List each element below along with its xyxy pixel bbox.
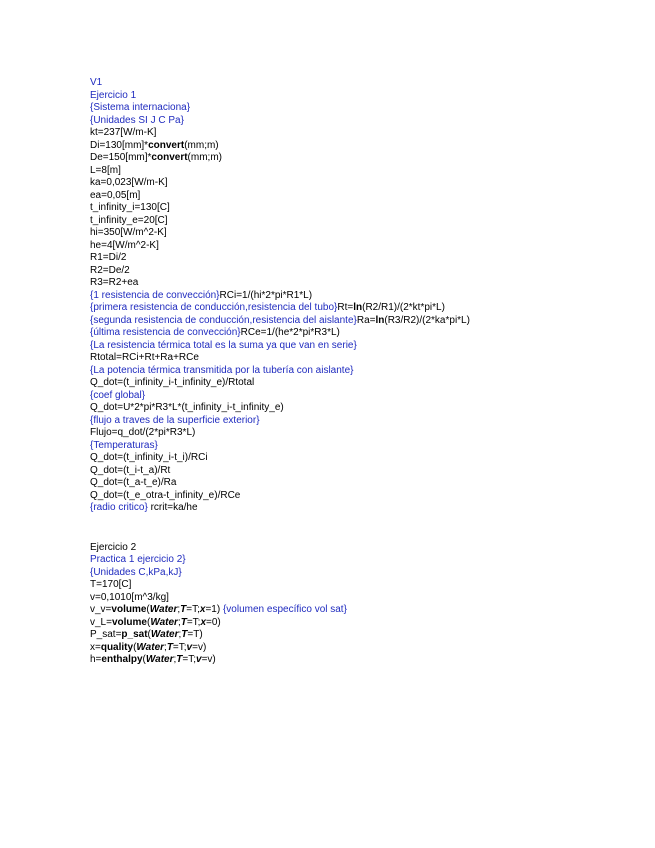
function-name: ln [353,302,363,313]
equation-text: (R3/R2)/(2*ka*pi*L) [384,314,470,326]
equation-text: ; [177,604,181,615]
equation-text: =T; [172,641,187,653]
equation-line: v=0,1010[m^3/kg] [90,591,169,603]
substance-name: Water [145,654,174,665]
function-name: quality [100,641,134,653]
equation-line [90,617,630,630]
parameter-name: v [186,641,193,653]
comment: {primera resistencia de conducción,resistencia del tubo} [90,302,338,313]
comment-line: Practica 1 ejercicio 2} [90,554,186,565]
substance-name: Water [149,604,178,615]
comment-line: {flujo a traves de la superficie exterior} [90,414,260,426]
equation-text: rcrit=ka/he [147,502,198,513]
equation-line: Flujo=q_dot/(2*pi*R3*L) [90,427,196,438]
equation-text: ( [133,641,137,653]
function-name: ln [375,314,385,326]
equation-text: ( [146,604,150,615]
equation-text: ( [146,616,151,628]
equation-text: x= [90,641,101,653]
equation-line: R1=Di/2 [90,252,127,263]
equation-line: Q_dot=(t_a-t_e)/Ra [90,477,177,488]
equation-line [90,629,630,642]
equation-line [90,140,630,153]
equation-text: ( [147,629,151,640]
equation-line: R2=De/2 [90,264,130,276]
equation-line: Q_dot=(t_i-t_a)/Rt [90,464,171,476]
exercise-1-title: Ejercicio 1 [90,89,137,101]
equation-line: Rtotal=RCi+Rt+Ra+RCe [90,352,199,363]
substance-name: Water [150,629,179,640]
equation-text: h= [90,654,102,665]
equation-line: Q_dot=(t_infinity_i-t_i)/RCi [90,452,208,463]
equation-line [90,502,630,515]
equation-line: Q_dot=U*2*pi*R3*L*(t_infinity_i-t_infinity_e) [90,402,284,413]
equation-text: (R2/R1)/(2*kt*pi*L) [362,302,445,313]
function-name: volume [111,616,147,628]
equation-text: RCi=1/(hi*2*pi*R1*L) [219,289,313,301]
equation-text: =1) [205,604,223,615]
equation-line: kt=237[W/m-K] [90,127,157,138]
equation-text: ; [177,616,181,628]
comment-line: {Unidades C,kPa,kJ} [90,566,182,578]
exercise-2-title: Ejercicio 2 [90,541,137,553]
section-spacer [90,515,630,542]
equation-text: Ra= [356,314,376,326]
equation-line: R3=R2+ea [90,277,139,288]
equation-line [90,315,630,328]
equation-text: De=150[mm]* [90,152,152,163]
function-name: convert [148,139,185,151]
equation-text: =T; [182,654,196,665]
equation-line: Q_dot=(t_e_otra-t_infinity_e)/RCe [90,489,241,501]
equation-line: t_infinity_i=130[C] [90,202,170,213]
comment: {radio critico} [90,502,148,513]
equation-line [90,654,630,667]
comment-line: {Temperaturas} [90,439,158,451]
comment: {segunda resistencia de conducción,resistencia del aislante} [90,314,357,326]
equation-text: P_sat= [90,629,122,640]
equation-text: v_L= [90,616,112,628]
equation-line [90,604,630,617]
comment-line: {La potencia térmica transmitida por la tubería con aislante} [90,364,354,376]
equation-text: =v) [192,641,207,653]
comment-line: {La resistencia térmica total es la suma ya que van en serie} [90,339,357,351]
equation-line: L=8[m] [90,164,121,176]
equation-text: v_v= [90,604,112,615]
equation-line: T=170[C] [90,579,132,590]
function-name: volume [111,604,147,615]
equations-document [90,77,630,667]
comment-line: {coef global} [90,389,146,401]
equation-line: ea=0,05[m] [90,189,141,201]
comment: {volumen específico vol sat} [222,604,347,615]
equation-text: =v) [201,654,216,665]
function-name: p_sat [121,629,148,640]
parameter-name: x [199,604,206,615]
equation-text: (mm;m) [187,152,222,163]
equation-line: Q_dot=(t_infinity_i-t_infinity_e)/Rtotal [90,377,255,388]
function-name: enthalpy [101,654,143,665]
equation-text: =T; [186,616,201,628]
substance-name: Water [150,616,178,628]
parameter-name: v [196,654,202,665]
equation-text: =T; [186,604,200,615]
equation-line: he=4[W/m^2-K] [90,239,159,251]
equation-text: ( [142,654,146,665]
equation-line [90,290,630,303]
substance-name: Water [136,641,165,653]
equation-text: (mm;m) [184,139,219,151]
equation-text: ; [178,629,182,640]
equation-line: hi=350[W/m^2-K] [90,227,167,238]
equation-line [90,302,630,315]
equation-line [90,642,630,655]
equation-text: RCe=1/(he*2*pi*R3*L) [240,327,340,338]
equation-line: ka=0,023[W/m-K] [90,177,168,188]
equation-line: t_infinity_e=20[C] [90,214,168,226]
parameter-name: T [180,616,187,628]
comment: {1 resistencia de convección} [90,289,220,301]
equation-line [90,327,630,340]
equation-text: ; [164,641,167,653]
version-label: V1 [90,77,103,88]
parameter-name: T [166,641,173,653]
parameter-name: T [176,654,183,665]
equation-line [90,152,630,165]
function-name: convert [151,152,188,163]
parameter-name: T [180,604,187,615]
comment: {última resistencia de convección} [90,327,241,338]
parameter-name: x [200,616,207,628]
equation-text: =T) [187,629,203,640]
equation-text: ; [173,654,177,665]
equation-text: =0) [206,616,221,628]
equation-text: Di=130[mm]* [90,139,149,151]
comment-line: {Unidades SI J C Pa} [90,114,184,126]
equation-text: Rt= [337,302,354,313]
comment-line: {Sistema internaciona} [90,102,191,113]
parameter-name: T [181,629,188,640]
